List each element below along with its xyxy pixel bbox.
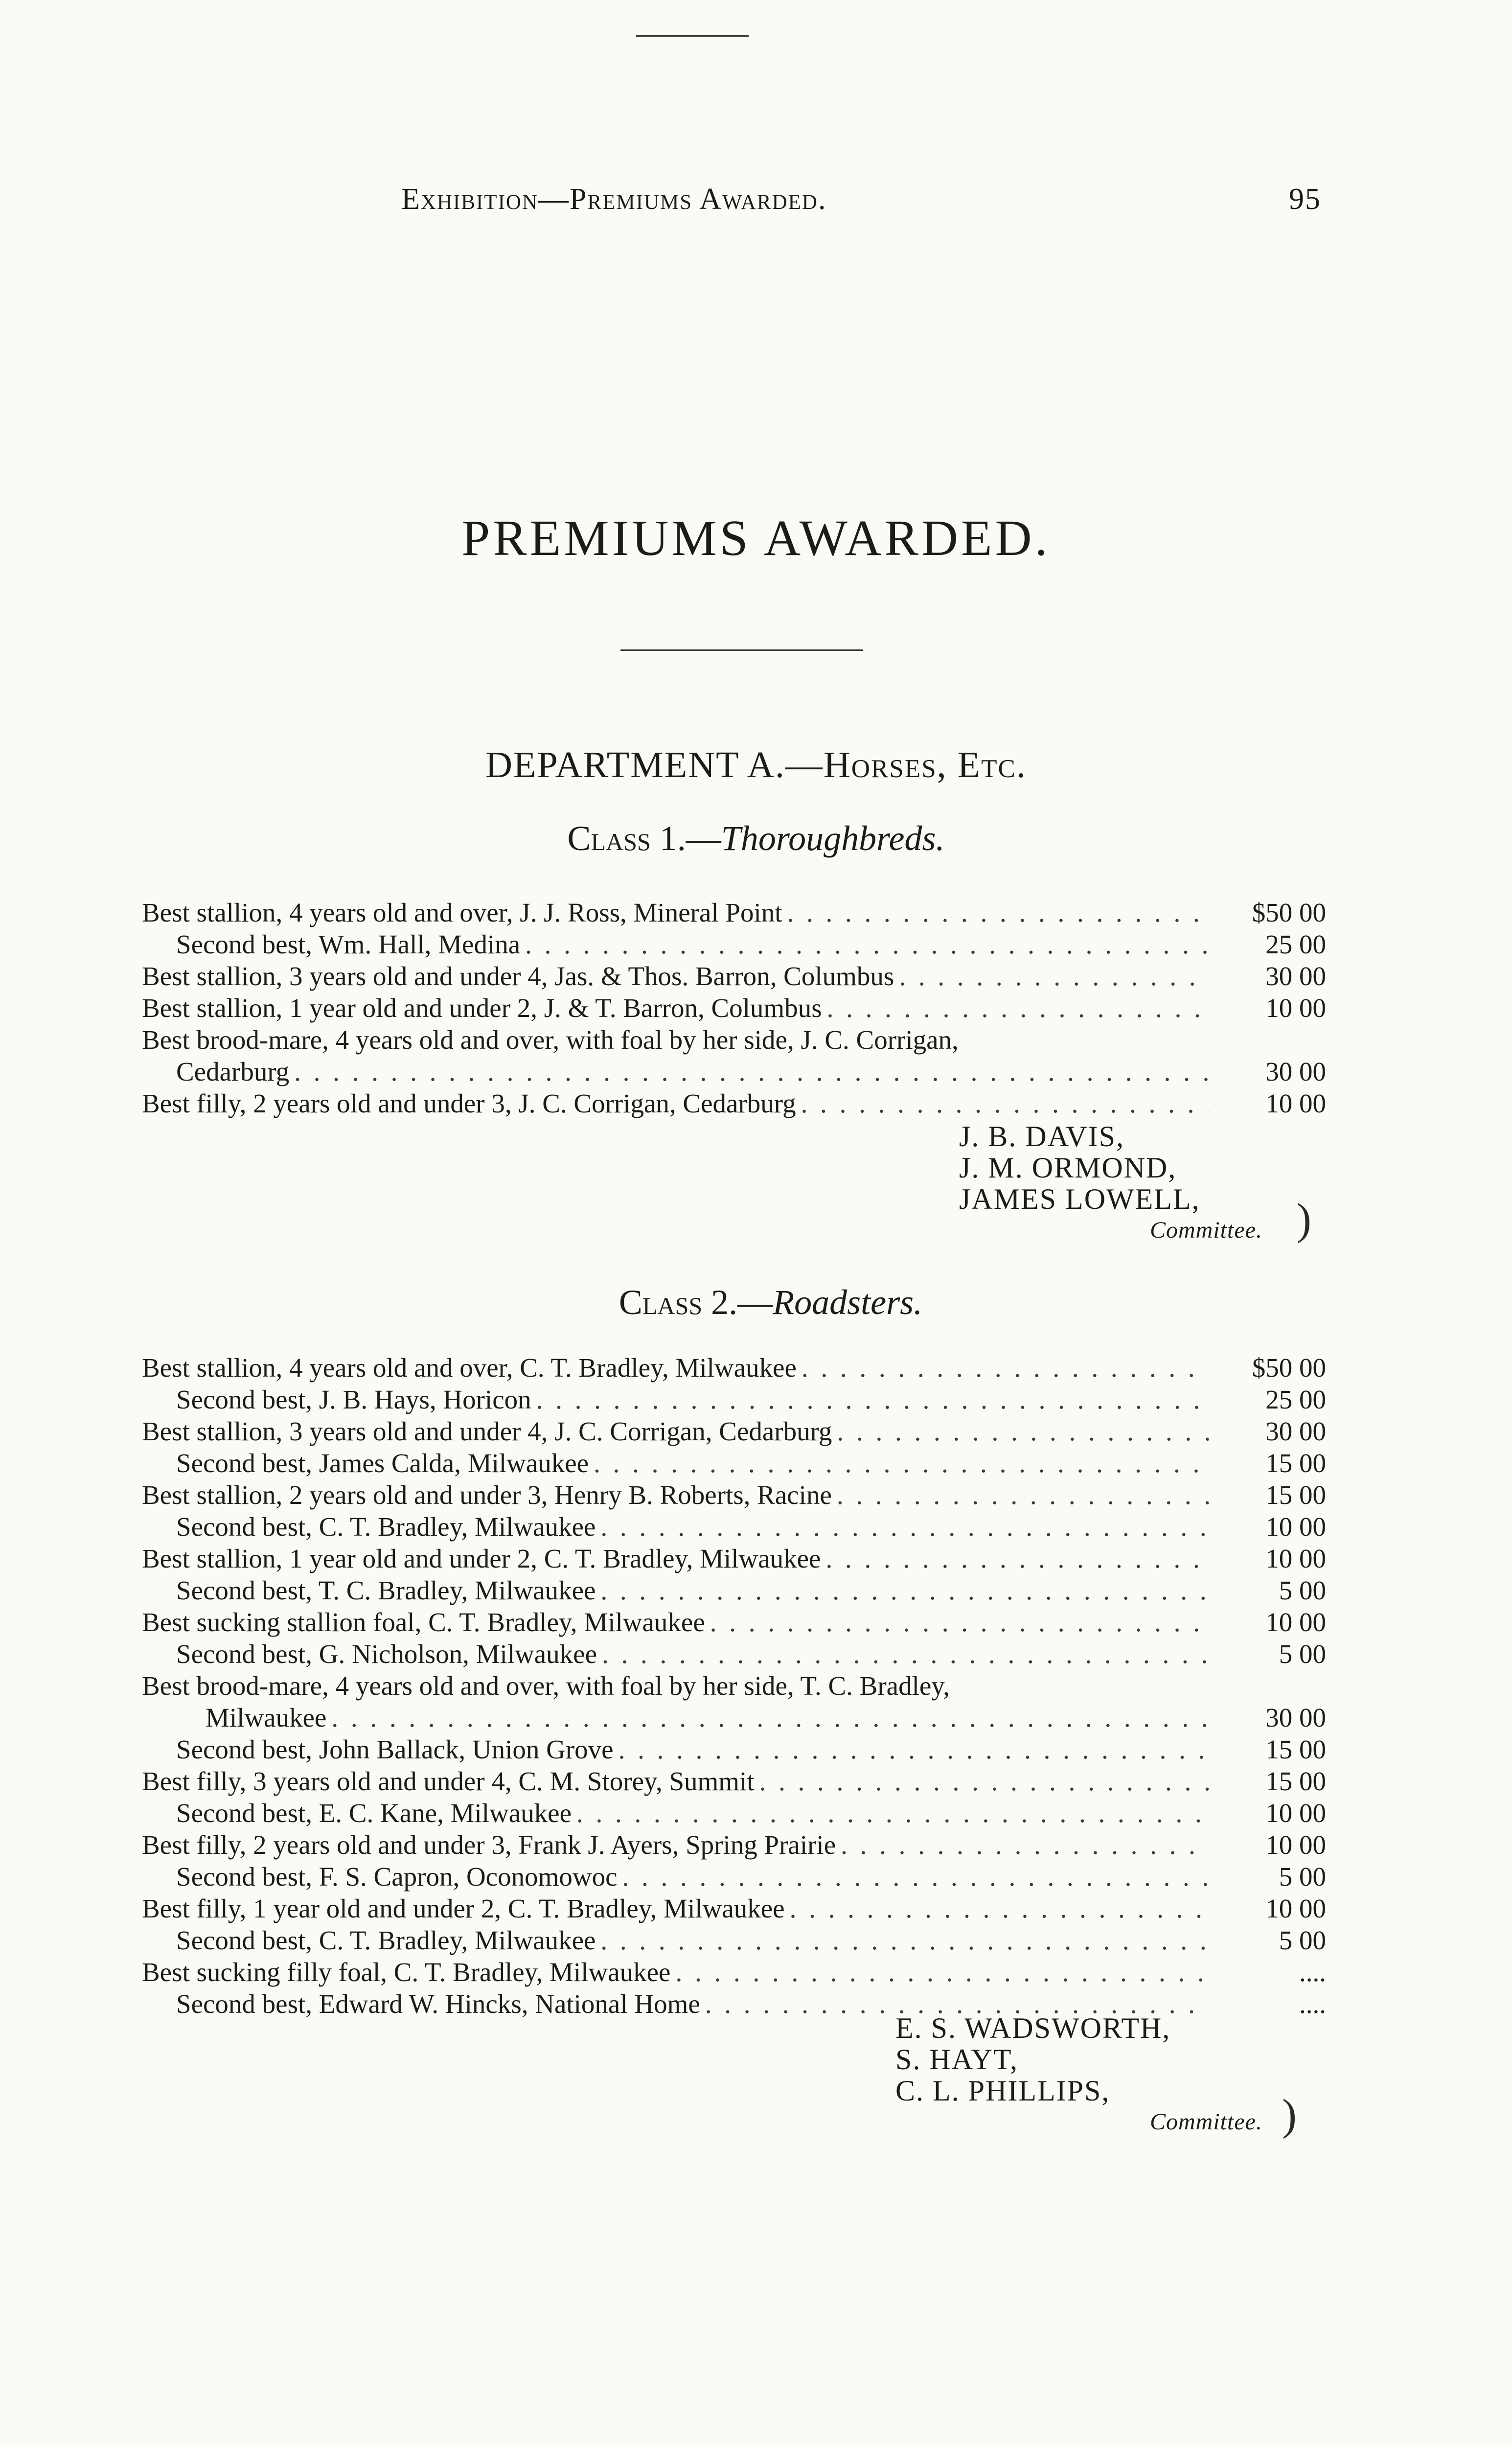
committee-member: J. B. DAVIS, — [959, 1120, 1124, 1153]
list-item: Best stallion, 4 years old and over, C. T. Bradley, Milwaukee . . . $50 00 — [142, 1352, 1326, 1384]
class-2-committee — [895, 2012, 1262, 2138]
page-title: PREMIUMS AWARDED. — [461, 510, 1051, 566]
list-item: Best filly, 2 years old and under 3, Frank J. Ayers, Spring Prairie . . . 10 00 — [142, 1829, 1326, 1861]
class-1-entries — [142, 897, 1326, 1119]
committee-member: S. HAYT, — [895, 2043, 1019, 2076]
committee-label: Committee. — [1150, 1217, 1262, 1243]
department-heading — [0, 744, 1512, 786]
list-item: Best stallion, 1 year old and under 2, J. & T. Barron, Columbus . . . 10 00 — [142, 992, 1326, 1024]
list-item: Best stallion, 1 year old and under 2, C. T. Bradley, Milwaukee . . . 10 00 — [142, 1543, 1326, 1574]
department-name: Horses, Etc. — [823, 744, 1027, 785]
list-item: Milwaukee . . . 30 00 — [142, 1702, 1326, 1733]
class-2-entries — [142, 1352, 1326, 2020]
committee-brace: ) — [1297, 1195, 1311, 1244]
list-item: Best stallion, 3 years old and under 4, J. C. Corrigan, Cedarburg . . . 30 00 — [142, 1415, 1326, 1447]
list-item: Second best, Wm. Hall, Medina . . . 25 00 — [142, 928, 1326, 960]
list-item: Second best, C. T. Bradley, Milwaukee . . . 10 00 — [142, 1511, 1326, 1543]
class-2-heading — [0, 1282, 1512, 1323]
list-item: Best sucking filly foal, C. T. Bradley, Milwaukee . . . .... — [142, 1956, 1326, 1988]
committee-member: C. L. PHILLIPS, — [895, 2075, 1110, 2107]
committee-brace: ) — [1282, 2091, 1297, 2139]
committee-label: Committee. — [1150, 2109, 1262, 2135]
list-item: Second best, F. S. Capron, Oconomowoc . . . 5 00 — [142, 1861, 1326, 1893]
list-item: Cedarburg . . . 30 00 — [142, 1056, 1326, 1087]
list-item: Best brood-mare, 4 years old and over, with foal by her side, J. C. Corrigan, — [142, 1025, 959, 1055]
list-item: Second best, Edward W. Hincks, National Home . . . .... — [142, 1988, 1326, 2020]
list-item: Best brood-mare, 4 years old and over, with foal by her side, T. C. Bradley, — [142, 1671, 950, 1701]
list-item: Best filly, 2 years old and under 3, J. C. Corrigan, Cedarburg . . . 10 00 — [142, 1087, 1326, 1119]
list-item: Second best, John Ballack, Union Grove . . . 15 00 — [142, 1733, 1326, 1765]
list-item: Best filly, 3 years old and under 4, C. M. Storey, Summit . . . 15 00 — [142, 1765, 1326, 1797]
list-item: Second best, G. Nicholson, Milwaukee . . . 5 00 — [142, 1638, 1326, 1670]
list-item: Second best, T. C. Bradley, Milwaukee . . . 5 00 — [142, 1574, 1326, 1606]
class-2-name: Roadsters. — [773, 1283, 923, 1322]
title-rule — [620, 649, 863, 651]
running-head-title: Exhibition—Premiums Awarded. — [401, 183, 827, 216]
list-item: Second best, J. B. Hays, Horicon . . . 25 00 — [142, 1384, 1326, 1415]
running-head — [401, 182, 1321, 221]
list-item: Best stallion, 2 years old and under 3, Henry B. Roberts, Racine . . . 15 00 — [142, 1479, 1326, 1511]
page-number: 95 — [1289, 183, 1321, 216]
top-rule — [636, 35, 749, 37]
list-item: Best stallion, 3 years old and under 4, Jas. & Thos. Barron, Columbus . . . 30 00 — [142, 960, 1326, 992]
committee-member: E. S. WADSWORTH, — [895, 2012, 1171, 2044]
class-1-label: Class 1.— — [567, 819, 721, 858]
class-1-heading — [0, 818, 1512, 859]
list-item: Best sucking stallion foal, C. T. Bradley, Milwaukee . . . 10 00 — [142, 1606, 1326, 1638]
department-prefix: DEPARTMENT A.— — [485, 744, 824, 785]
class-1-committee — [959, 1121, 1262, 1246]
list-item: Second best, C. T. Bradley, Milwaukee . . . 5 00 — [142, 1924, 1326, 1956]
class-1-name: Thoroughbreds. — [721, 819, 945, 858]
list-item: Second best, James Calda, Milwaukee . . . 15 00 — [142, 1447, 1326, 1479]
committee-member: JAMES LOWELL, — [959, 1183, 1200, 1215]
list-item: Second best, E. C. Kane, Milwaukee . . . 10 00 — [142, 1797, 1326, 1829]
committee-member: J. M. ORMOND, — [959, 1152, 1177, 1184]
class-2-label: Class 2.— — [619, 1283, 773, 1322]
list-item: Best filly, 1 year old and under 2, C. T. Bradley, Milwaukee . . . 10 00 — [142, 1893, 1326, 1924]
list-item: Best stallion, 4 years old and over, J. J. Ross, Mineral Point . . . $50 00 — [142, 897, 1326, 928]
